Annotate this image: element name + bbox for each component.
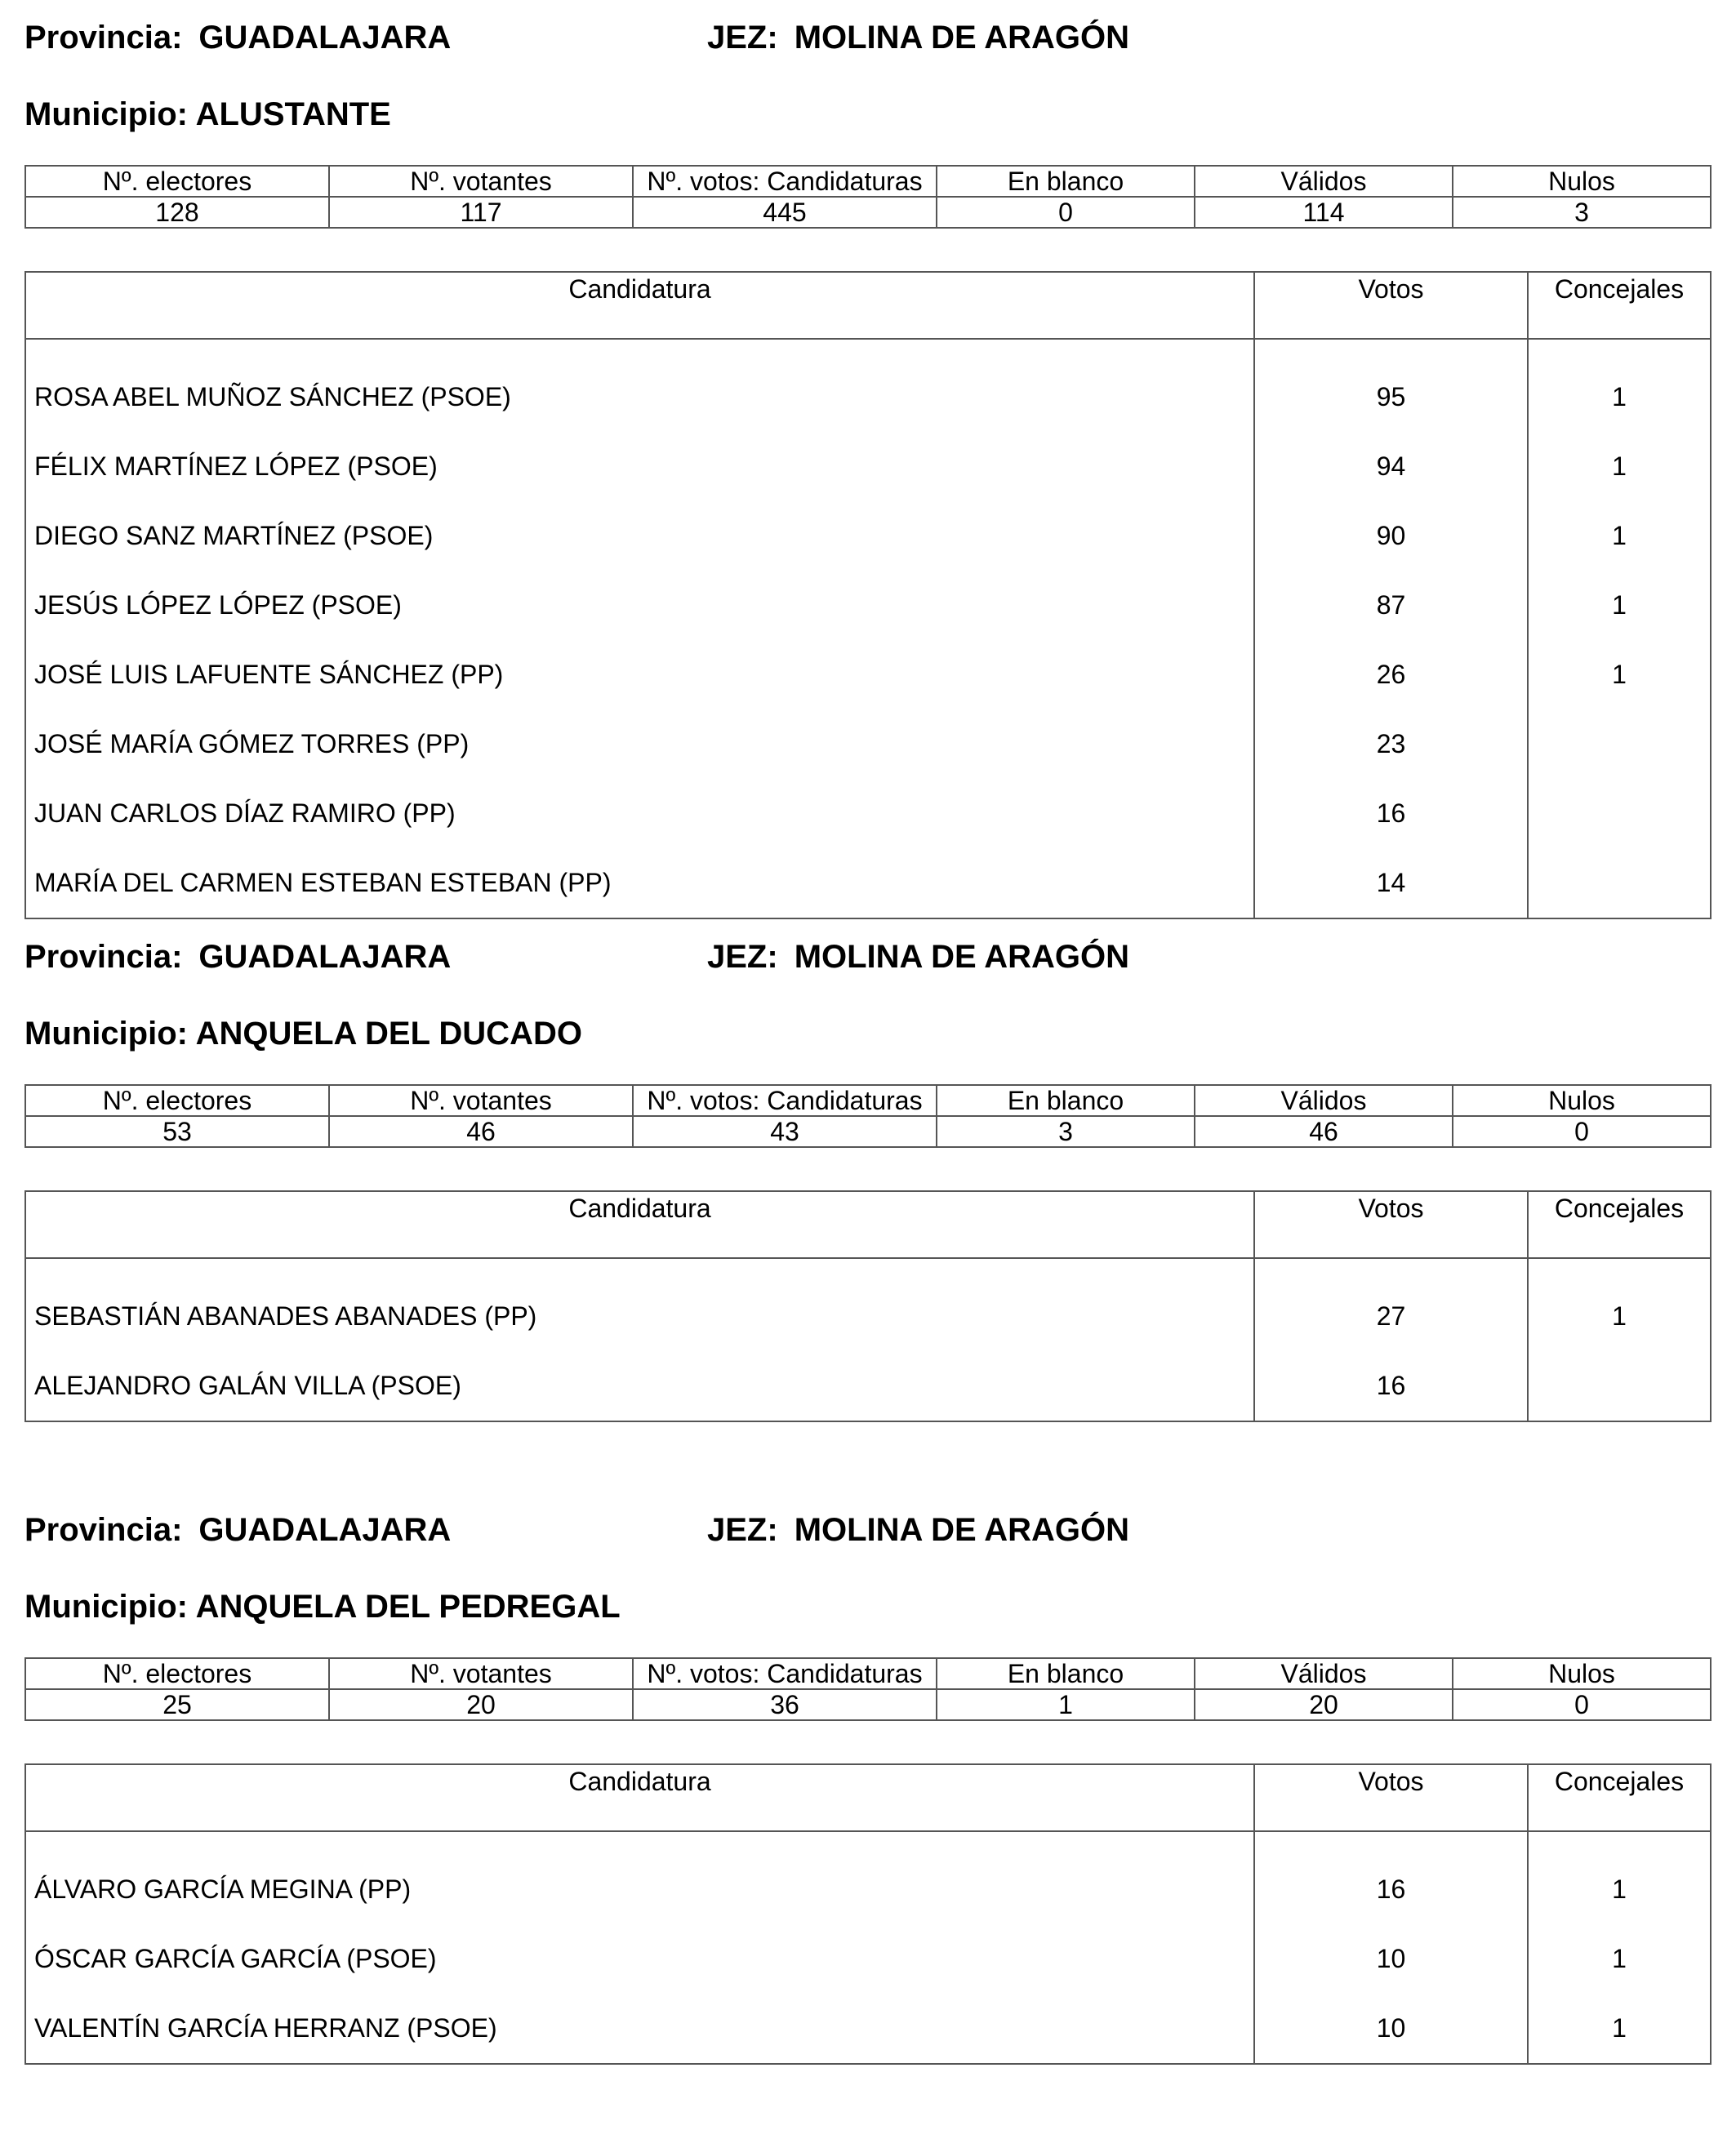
stats-header-en-blanco: En blanco: [937, 166, 1195, 197]
header-candidatura: Candidatura: [25, 1191, 1254, 1258]
candidate-votos: 27: [1254, 1258, 1528, 1351]
stats-nulos: 0: [1453, 1116, 1711, 1147]
stats-table: [24, 1084, 1712, 1148]
header-candidatura: Candidatura: [25, 1764, 1254, 1831]
stats-validos: 20: [1195, 1689, 1453, 1720]
municipio-value: ANQUELA DEL PEDREGAL: [195, 1589, 621, 1625]
stats-value-row: [25, 197, 1711, 228]
candidate-votos: 94: [1254, 432, 1528, 501]
candidate-name: SEBASTIÁN ABANADES ABANADES (PP): [25, 1258, 1254, 1351]
stats-header-row: [25, 1085, 1711, 1116]
candidate-row: [25, 779, 1711, 848]
stats-header-row: [25, 166, 1711, 197]
candidates-header-row: [25, 1764, 1711, 1831]
stats-en-blanco: 0: [937, 197, 1195, 228]
stats-votantes: 20: [329, 1689, 633, 1720]
stats-header-validos: Válidos: [1195, 1085, 1453, 1116]
provincia-label: Provincia:: [24, 939, 183, 975]
candidate-votos: 95: [1254, 339, 1528, 432]
candidate-row: [25, 571, 1711, 640]
stats-electores: 53: [25, 1116, 329, 1147]
municipio-line: [24, 1014, 582, 1053]
stats-value-row: [25, 1116, 1711, 1147]
stats-header-votantes: Nº. votantes: [329, 1658, 633, 1689]
candidates-table: [24, 1763, 1712, 2065]
section-anquela-del-ducado: [24, 937, 1710, 1400]
candidate-concejales: 1: [1528, 501, 1711, 571]
candidate-votos: 26: [1254, 640, 1528, 709]
stats-electores: 25: [25, 1689, 329, 1720]
candidate-name: JOSÉ MARÍA GÓMEZ TORRES (PP): [25, 709, 1254, 779]
provincia-line: [24, 937, 451, 976]
stats-validos: 114: [1195, 197, 1453, 228]
stats-header-votos-candidaturas: Nº. votos: Candidaturas: [633, 1658, 937, 1689]
stats-header-row: [25, 1658, 1711, 1689]
candidate-concejales: [1528, 709, 1711, 779]
candidate-name: JESÚS LÓPEZ LÓPEZ (PSOE): [25, 571, 1254, 640]
stats-electores: 128: [25, 197, 329, 228]
provincia-label: Provincia:: [24, 1512, 183, 1548]
candidate-row: [25, 432, 1711, 501]
candidate-name: ÁLVARO GARCÍA MEGINA (PP): [25, 1831, 1254, 1924]
stats-votantes: 117: [329, 197, 633, 228]
candidate-votos: 14: [1254, 848, 1528, 918]
header-candidatura: Candidatura: [25, 272, 1254, 339]
candidates-table: [24, 271, 1712, 919]
candidate-concejales: 1: [1528, 339, 1711, 432]
provincia-line: [24, 1510, 451, 1550]
candidate-concejales: 1: [1528, 571, 1711, 640]
candidate-votos: 16: [1254, 1831, 1528, 1924]
stats-table: [24, 1657, 1712, 1721]
stats-header-votos-candidaturas: Nº. votos: Candidaturas: [633, 166, 937, 197]
candidate-row: [25, 1831, 1711, 1924]
candidate-votos: 16: [1254, 779, 1528, 848]
candidate-concejales: 1: [1528, 1831, 1711, 1924]
jez-line: [707, 937, 1129, 976]
jez-line: [707, 18, 1129, 57]
candidate-votos: 23: [1254, 709, 1528, 779]
candidate-votos: 90: [1254, 501, 1528, 571]
jez-line: [707, 1510, 1129, 1550]
stats-votos-candidaturas: 43: [633, 1116, 937, 1147]
candidate-concejales: [1528, 1351, 1711, 1421]
candidate-row: [25, 640, 1711, 709]
provincia-value: GUADALAJARA: [198, 939, 452, 975]
header-concejales: Concejales: [1528, 1764, 1711, 1831]
section-alustante: [24, 18, 1710, 900]
stats-header-electores: Nº. electores: [25, 166, 329, 197]
stats-header-votantes: Nº. votantes: [329, 166, 633, 197]
provincia-value: GUADALAJARA: [198, 20, 452, 56]
candidate-name: ÓSCAR GARCÍA GARCÍA (PSOE): [25, 1924, 1254, 1994]
stats-votantes: 46: [329, 1116, 633, 1147]
candidate-concejales: 1: [1528, 640, 1711, 709]
candidate-votos: 10: [1254, 1924, 1528, 1994]
candidate-row: [25, 1258, 1711, 1351]
candidate-row: [25, 501, 1711, 571]
stats-header-votantes: Nº. votantes: [329, 1085, 633, 1116]
candidate-name: ROSA ABEL MUÑOZ SÁNCHEZ (PSOE): [25, 339, 1254, 432]
stats-nulos: 3: [1453, 197, 1711, 228]
candidate-concejales: 1: [1528, 1258, 1711, 1351]
candidate-row: [25, 1351, 1711, 1421]
candidate-concejales: [1528, 779, 1711, 848]
candidate-row: [25, 709, 1711, 779]
municipio-line: [24, 1587, 621, 1626]
stats-header-validos: Válidos: [1195, 1658, 1453, 1689]
provincia-label: Provincia:: [24, 20, 183, 56]
stats-header-votos-candidaturas: Nº. votos: Candidaturas: [633, 1085, 937, 1116]
stats-en-blanco: 3: [937, 1116, 1195, 1147]
candidate-row: [25, 1994, 1711, 2064]
candidates-header-row: [25, 1191, 1711, 1258]
candidate-row: [25, 339, 1711, 432]
municipio-value: ANQUELA DEL DUCADO: [195, 1016, 582, 1052]
stats-header-electores: Nº. electores: [25, 1085, 329, 1116]
stats-header-nulos: Nulos: [1453, 1658, 1711, 1689]
header-concejales: Concejales: [1528, 272, 1711, 339]
header-concejales: Concejales: [1528, 1191, 1711, 1258]
stats-nulos: 0: [1453, 1689, 1711, 1720]
header-votos: Votos: [1254, 272, 1528, 339]
candidate-concejales: 1: [1528, 1924, 1711, 1994]
jez-value: MOLINA DE ARAGÓN: [794, 939, 1130, 975]
stats-en-blanco: 1: [937, 1689, 1195, 1720]
candidate-votos: 10: [1254, 1994, 1528, 2064]
candidates-header-row: [25, 272, 1711, 339]
jez-label: JEZ:: [707, 939, 778, 975]
stats-header-validos: Válidos: [1195, 166, 1453, 197]
stats-value-row: [25, 1689, 1711, 1720]
candidate-row: [25, 848, 1711, 918]
candidate-name: ALEJANDRO GALÁN VILLA (PSOE): [25, 1351, 1254, 1421]
stats-table: [24, 165, 1712, 229]
jez-label: JEZ:: [707, 20, 778, 56]
provincia-line: [24, 18, 451, 57]
municipio-label: Municipio:: [24, 96, 188, 132]
candidate-name: DIEGO SANZ MARTÍNEZ (PSOE): [25, 501, 1254, 571]
jez-label: JEZ:: [707, 1512, 778, 1548]
candidate-name: JOSÉ LUIS LAFUENTE SÁNCHEZ (PP): [25, 640, 1254, 709]
header-votos: Votos: [1254, 1764, 1528, 1831]
stats-validos: 46: [1195, 1116, 1453, 1147]
candidate-row: [25, 1924, 1711, 1994]
candidate-name: MARÍA DEL CARMEN ESTEBAN ESTEBAN (PP): [25, 848, 1254, 918]
stats-votos-candidaturas: 36: [633, 1689, 937, 1720]
section-anquela-del-pedregal: [24, 1510, 1710, 2043]
candidate-concejales: 1: [1528, 432, 1711, 501]
municipio-label: Municipio:: [24, 1589, 188, 1625]
municipio-value: ALUSTANTE: [195, 96, 391, 132]
candidate-name: FÉLIX MARTÍNEZ LÓPEZ (PSOE): [25, 432, 1254, 501]
candidate-votos: 87: [1254, 571, 1528, 640]
candidates-table: [24, 1190, 1712, 1422]
jez-value: MOLINA DE ARAGÓN: [794, 20, 1130, 56]
jez-value: MOLINA DE ARAGÓN: [794, 1512, 1130, 1548]
stats-header-nulos: Nulos: [1453, 1085, 1711, 1116]
stats-header-en-blanco: En blanco: [937, 1658, 1195, 1689]
stats-header-nulos: Nulos: [1453, 166, 1711, 197]
stats-header-electores: Nº. electores: [25, 1658, 329, 1689]
candidate-concejales: [1528, 848, 1711, 918]
municipio-line: [24, 95, 391, 134]
municipio-label: Municipio:: [24, 1016, 188, 1052]
candidate-concejales: 1: [1528, 1994, 1711, 2064]
header-votos: Votos: [1254, 1191, 1528, 1258]
provincia-value: GUADALAJARA: [198, 1512, 452, 1548]
candidate-name: VALENTÍN GARCÍA HERRANZ (PSOE): [25, 1994, 1254, 2064]
candidate-votos: 16: [1254, 1351, 1528, 1421]
stats-header-en-blanco: En blanco: [937, 1085, 1195, 1116]
stats-votos-candidaturas: 445: [633, 197, 937, 228]
candidate-name: JUAN CARLOS DÍAZ RAMIRO (PP): [25, 779, 1254, 848]
